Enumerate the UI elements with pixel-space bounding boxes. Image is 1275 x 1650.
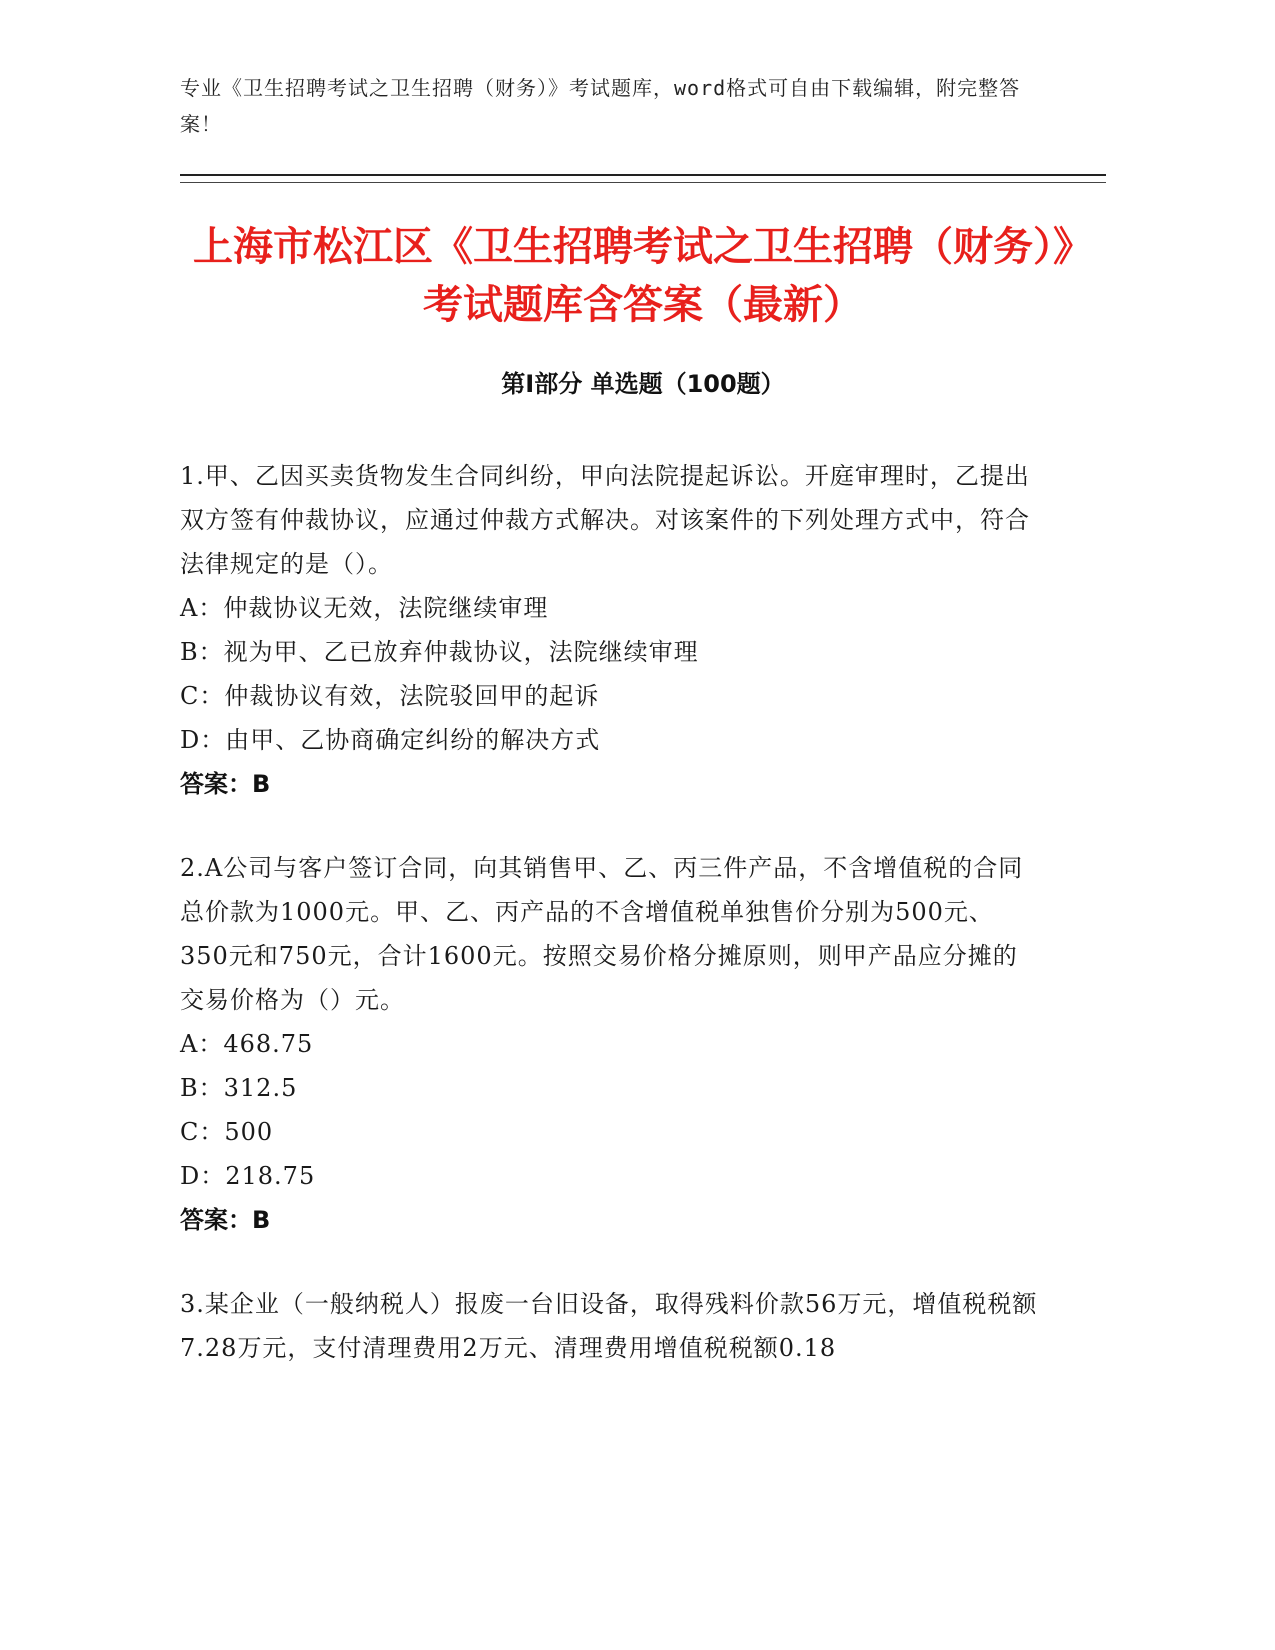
option-d: D：由甲、乙协商确定纠纷的解决方式	[180, 726, 601, 754]
option-b: B：312.5	[180, 1074, 298, 1102]
section-title: 第Ⅰ部分 单选题（100题）	[501, 370, 785, 398]
question-text: 1.甲、乙因买卖货物发生合同纠纷，甲向法院提起诉讼。开庭审理时，乙提出双方签有仲裁协议，应通过仲裁方式解决。对该案件的下列处理方式中，符合法律规定的是（）。	[180, 462, 1030, 578]
option-a: A：468.75	[180, 1030, 314, 1058]
answer: 答案：B	[180, 770, 271, 798]
option-c: C：500	[180, 1118, 274, 1146]
header-rule-thick	[180, 174, 1106, 176]
question-3	[180, 1282, 1040, 1370]
document-title: 上海市松江区《卫生招聘考试之卫生招聘（财务）》考试题库含答案（最新）	[193, 224, 1093, 328]
answer: 答案：B	[180, 1206, 271, 1234]
option-b: B：视为甲、乙已放弃仲裁协议，法院继续审理	[180, 638, 699, 666]
question-text: 3.某企业（一般纳税人）报废一台旧设备，取得残料价款56万元，增值税税额7.28万元，支付清理费用2万元、清理费用增值税税额0.18	[180, 1290, 1038, 1362]
option-a: A：仲裁协议无效，法院继续审理	[180, 594, 549, 622]
option-c: C：仲裁协议有效，法院驳回甲的起诉	[180, 682, 600, 710]
header-note: 专业《卫生招聘考试之卫生招聘（财务）》考试题库，word格式可自由下载编辑，附完整答案！	[180, 76, 1021, 136]
header-rule-thin	[180, 182, 1106, 183]
question-text: 2.A公司与客户签订合同，向其销售甲、乙、丙三件产品，不含增值税的合同总价款为1000元。甲、乙、丙产品的不含增值税单独售价分别为500元、350元和750元，合计1600元。按照交易价格分摊原则，则甲产品应分摊的交易价格为（）元。	[180, 854, 1024, 1014]
option-d: D：218.75	[180, 1162, 316, 1190]
question-1	[180, 454, 1040, 806]
question-2	[180, 846, 1040, 1242]
